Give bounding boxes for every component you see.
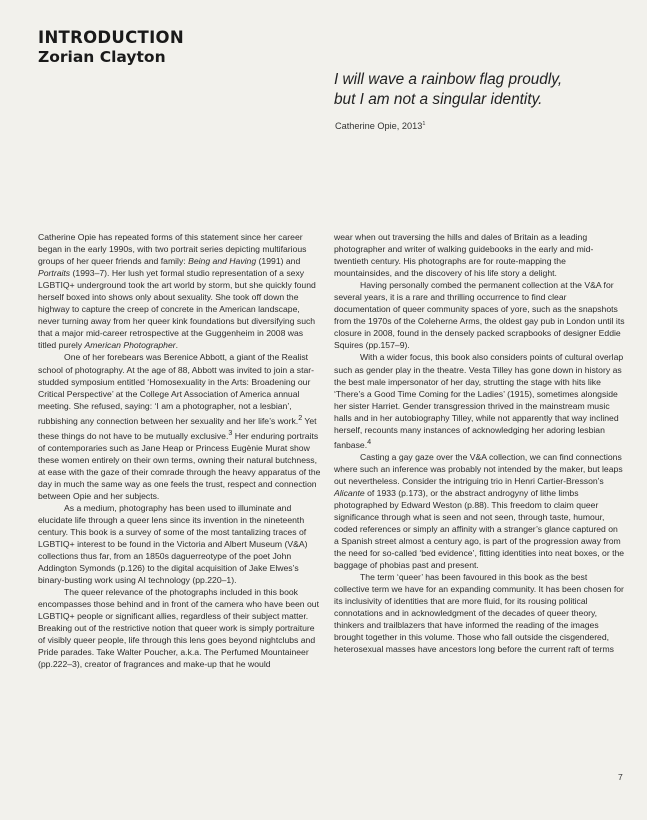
work-title: Alicante [334, 487, 365, 498]
section-heading: INTRODUCTION [38, 28, 184, 47]
epigraph-quote [334, 70, 624, 110]
paragraph: wear when out traversing the hills and dales of Britain as a leading photographer and writer of walking guidebooks in the early and mid-twentieth century. His photographs are for route-mapping the mountainsides, and the discovery of his life story a delight. [334, 232, 594, 279]
footnote-ref: 4 [367, 436, 372, 446]
paragraph: The term ‘queer’ has been favoured in this book as the best collective term we have for an expanding community. It has been chosen for its inclusivity of identities that are more fluid, for its rousing political connotations and in acknowledgment of the decades of queer theory, thinkers and trailblazers that have informed the reading of the images brought together in this volume. Those who fall outside the cisgendered, heterosexual masses have ancestors long before the current raft of terms [334, 572, 624, 655]
work-title: Being and Having [188, 256, 257, 267]
epigraph-attribution [335, 120, 425, 132]
footnote-ref: 1 [422, 121, 426, 127]
work-title: Portraits [38, 268, 71, 279]
body-column-left [38, 231, 323, 670]
body-column-right [334, 231, 625, 656]
footnote-ref: 3 [228, 427, 233, 437]
paragraph: Having personally combed the permanent collection at the V&A for several years, it is a rare and thrilling occurrence to find clear documentation of queer community spaces of yore, such as the snapshots from the 1970s of the Coleherne Arms, the oldest gay pub in London until its closure in 2008, found in the densely packed scrapbooks of designer Eddie Squires (pp.157–9). [334, 280, 625, 351]
paragraph: One of her forebears was Berenice Abbott, a giant of the Realist school of photography. At the age of 88, Abbott was invited to join a star-studded symposium entitled ‘Homosexuality in the Arts: Broadening our Critical Perspective’ at the College Art Association of America annual meeting. She refused, saying: ‘I am a photographer, not a lesbian’, rubbishing any connection between her sexuality and her life’s work.$^2$ Yet these things do not have to be mutually exclusive.$^3$ Her enduring portraits of contemporaries such as Jane Heap or Princess Eugènie Murat show these women entirely on their own terms, owning their natural butchness, at ease with the gaze of their comrade through the heavy apparatus of the day in much the same way as one feels the trust, respect and connection between Opie and her subjects. [38, 352, 321, 501]
paragraph: As a medium, photography has been used to illuminate and elucidate life through a queer lens since its invention in the nineteenth century. This book is a survey of some of the most tantalizing traces of LGBTIQ+ interest to be found in the Victoria and Albert Museum (V&A) collections thus far, from an 1850s daguerreotype of the poet John Addington Symonds (p.126) to the digital acquisition of Jake Elwes’s binary-busting work using AI technology (pp.220–1). [38, 502, 308, 586]
epigraph-line-2: but I am not a singular identity. [334, 91, 543, 108]
work-title: American Photographer [84, 340, 176, 351]
paragraph: With a wider focus, this book also considers points of cultural overlap such as gender play in the theatre. Vesta Tilley has gone down in history as the best male impersonator of her day, strutting the stage with hits like ‘There’s a Good Time Coming for the Ladies’ (1915), sometimes alongside her sister Harriet. Gender transgression thrived in the mainstream music halls and in her autobiography Tilley, while not apparently that way inclined herself, recounts many instances of acknowledging her adoring lesbian fanbase.$^4$ [334, 352, 624, 450]
author-name: Zorian Clayton [38, 48, 166, 66]
page-number: 7 [618, 772, 623, 782]
paragraph: The queer relevance of the photographs included in this book encompasses those behind and in front of the camera who have been out LGBTIQ+ people or significant allies, regardless of their subject matter. Breaking out of the restrictive notion that queer work is simply portraiture of visibly queer people, life through this lens goes beyond nightclubs and Pride parades. Take Walter Poucher, a.k.a. The Perfumed Mountaineer (pp.222–3), creator of fragrances and make-up that he would [38, 587, 319, 670]
attribution-text: Catherine Opie, 2013 [335, 121, 423, 131]
paragraph: Catherine Opie has repeated forms of this statement since her career began in the early 1990s, with two portrait series depicting multifarious groups of her queer friends and family: Being and Having (1991) and Portraits (1993–7). Her lush yet formal studio representation of a sexy LGBTIQ+ underground took the art world by storm, but she quickly found herself boxed into shows only about sexuality. She took off down the highway to capture the creep of concrete in the American landscape, never turning away from her queer kink foundations but diversifying such that a major mid-career retrospective at the Guggenheim in 2008 was titled purely American Photographer. [38, 232, 316, 351]
epigraph-line-1: I will wave a rainbow flag proudly, [334, 71, 563, 88]
paragraph: Casting a gay gaze over the V&A collection, we can find connections where such an inference was probably not intended by the maker, but leaps out nevertheless. Consider the intriguing trio in Henri Cartier-Bresson’s Alicante of 1933 (p.173), or the abstract androgyny of lithe limbs photographed by Edward Weston (p.88). This freedom to claim queer significance through what is seen and not seen, through taste, humour, coded references or simply an affinity with a stranger’s glance captured on a Spanish street almost a century ago, is part of the progression away from the need for so-called ‘bed evidence’, fitting identities into neat boxes, or the baggage of phobias past and present. [334, 451, 625, 571]
footnote-ref: 2 [298, 412, 303, 422]
